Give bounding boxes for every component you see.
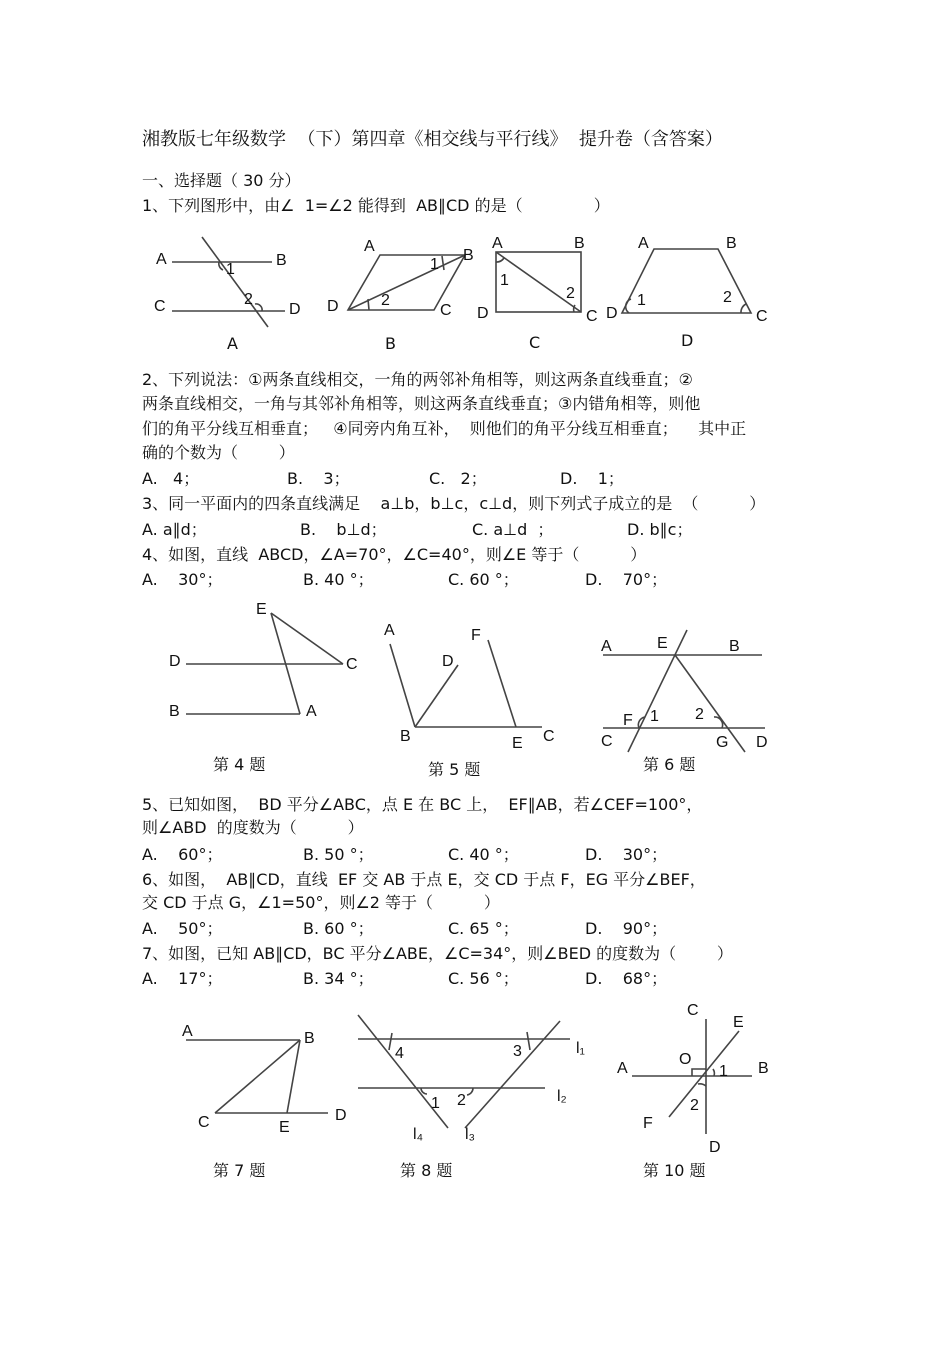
q10-caption: 第 10 题: [643, 1161, 706, 1180]
question-3-option-b: B. b⊥d；: [300, 520, 387, 539]
question-2-option-a: A. 4；: [142, 469, 200, 488]
q6-label-g: G: [716, 734, 729, 751]
q7-label-c: C: [198, 1114, 210, 1131]
q5-label-a: A: [384, 622, 395, 639]
question-2-line-4: 确的个数为（ ）: [142, 443, 295, 462]
question-4-option-c: C. 60 °；: [448, 570, 519, 589]
q1a-angle-2: 2: [244, 291, 253, 308]
q1b-label-d: D: [327, 298, 339, 315]
question-5-option-b: B. 50 °；: [303, 845, 374, 864]
q10-figure: [617, 1002, 769, 1180]
q4-label-d: D: [169, 653, 181, 670]
q10-label-o: O: [679, 1051, 692, 1068]
q1c-label-b: B: [574, 235, 585, 252]
question-7-option-a: A. 17°；: [142, 969, 223, 988]
question-5-option-c: C. 40 °；: [448, 845, 519, 864]
q8-angle-2: 2: [457, 1092, 466, 1109]
q1b-label-a: A: [364, 238, 375, 255]
q4-label-a: A: [306, 703, 317, 720]
q8-label-l2: l₂: [557, 1088, 567, 1105]
question-2-line-2: 两条直线相交，一角与其邻补角相等，则这两条直线垂直；③内错角相等，则他: [142, 394, 701, 413]
q8-label-l3: l₃: [465, 1126, 476, 1143]
q6-label-d: D: [756, 734, 768, 751]
question-6-line-2: 交 CD 于点 G，∠1=50°，则∠2 等于（ ）: [142, 893, 500, 912]
q4-label-b: B: [169, 703, 180, 720]
question-6-line-1: 6、如图， AB∥CD，直线 EF 交 AB 于点 E，交 CD 于点 F，EG 平分∠BEF，: [142, 870, 706, 889]
q1a-angle-1: 1: [226, 261, 235, 278]
question-4-option-d: D. 70°；: [585, 570, 668, 589]
question-2-option-b: B. 3；: [287, 469, 350, 488]
q1c-angle-1: 1: [500, 272, 509, 289]
q1d-label-a: A: [638, 235, 649, 252]
q10-label-c: C: [687, 1002, 699, 1019]
q1b-label-b: B: [463, 247, 474, 264]
q1c-label-c: C: [586, 308, 598, 325]
question-2-option-d: D. 1；: [560, 469, 624, 488]
q8-angle-1: 1: [431, 1095, 440, 1112]
q5-label-e: E: [512, 735, 523, 752]
question-5-line-1: 5、已知如图， BD 平分∠ABC，点 E 在 BC 上， EF∥AB，若∠CEF=100°，: [142, 795, 703, 814]
q1a-label-d: D: [289, 301, 301, 318]
q7-label-d: D: [335, 1107, 347, 1124]
q10-label-d: D: [709, 1139, 721, 1156]
q5-label-f: F: [471, 627, 481, 644]
question-7-option-d: D. 68°；: [585, 969, 668, 988]
question-5-line-2: 则∠ABD 的度数为（ ）: [142, 818, 364, 837]
q6-figure: [601, 630, 768, 774]
q1d-angle-1: 1: [637, 292, 646, 309]
q1a-label-c: C: [154, 298, 166, 315]
q8-label-l1: l₁: [576, 1040, 585, 1057]
q1d-label-d: D: [606, 305, 618, 322]
section-heading: 一、选择题（ 30 分）: [142, 171, 301, 190]
q4-caption: 第 4 题: [213, 755, 266, 774]
q1-figure-d: [606, 235, 768, 350]
question-7-option-c: C. 56 °；: [448, 969, 519, 988]
q6-angle-2: 2: [695, 706, 704, 723]
q1-figure-a: [154, 237, 301, 353]
question-6-option-b: B. 60 °；: [303, 919, 374, 938]
q1a-label-b: B: [276, 252, 287, 269]
q6-angle-1: 1: [650, 708, 659, 725]
question-5-option-a: A. 60°；: [142, 845, 223, 864]
question-5-option-d: D. 30°；: [585, 845, 668, 864]
q7-figure: [182, 1023, 347, 1180]
q4-figure: [169, 601, 358, 774]
q6-caption: 第 6 题: [643, 755, 696, 774]
question-3-option-d: D. b∥c；: [627, 520, 693, 539]
q7-label-b: B: [304, 1030, 315, 1047]
question-6-option-c: C. 65 °；: [448, 919, 519, 938]
q4-label-c: C: [346, 656, 358, 673]
question-2-line-3: 们的角平分线互相垂直； ④同旁内角互补， 则他们的角平分线互相垂直； 其中正: [142, 419, 747, 438]
q1b-caption: B: [385, 334, 396, 353]
question-1-stem: 1、下列图形中，由∠ 1=∠2 能得到 AB∥CD 的是（ ）: [142, 196, 610, 215]
q1d-label-b: B: [726, 235, 737, 252]
q6-label-b: B: [729, 638, 740, 655]
q5-label-b: B: [400, 728, 411, 745]
question-4-option-b: B. 40 °；: [303, 570, 374, 589]
question-6-option-d: D. 90°；: [585, 919, 668, 938]
q1-figure-c: [477, 235, 598, 352]
q1-figure-b: [327, 238, 474, 353]
question-3-option-c: C. a⊥d ；: [472, 520, 554, 539]
q6-label-f: F: [623, 712, 633, 729]
question-4-option-a: A. 30°；: [142, 570, 223, 589]
q1b-angle-1: 1: [430, 256, 439, 273]
q5-label-c: C: [543, 728, 555, 745]
q1c-angle-2: 2: [566, 285, 575, 302]
q10-angle-1: 1: [719, 1063, 728, 1080]
q10-angle-2: 2: [690, 1097, 699, 1114]
question-7-stem: 7、如图，已知 AB∥CD，BC 平分∠ABE，∠C=34°，则∠BED 的度数为（ ）: [142, 944, 733, 963]
question-7-option-b: B. 34 °；: [303, 969, 374, 988]
q6-label-a: A: [601, 638, 612, 655]
q1b-angle-2: 2: [381, 292, 390, 309]
q1a-caption: A: [227, 334, 238, 353]
q8-figure: [358, 1015, 585, 1180]
q1b-label-c: C: [440, 302, 452, 319]
question-2-line-1: 2、下列说法：①两条直线相交，一角的两邻补角相等，则这两条直线垂直；②: [142, 370, 693, 389]
q8-label-l4: l₄: [413, 1126, 424, 1143]
q10-label-e: E: [733, 1014, 744, 1031]
q6-label-e: E: [657, 635, 668, 652]
q7-label-a: A: [182, 1023, 193, 1040]
q1c-caption: C: [529, 333, 541, 352]
q6-label-c: C: [601, 733, 613, 750]
question-2-option-c: C. 2；: [429, 469, 487, 488]
question-6-option-a: A. 50°；: [142, 919, 223, 938]
q8-angle-3: 3: [513, 1043, 522, 1060]
question-3-stem: 3、同一平面内的四条直线满足 a⊥b，b⊥c，c⊥d，则下列式子成立的是 （ ）: [142, 494, 766, 513]
q1c-label-d: D: [477, 305, 489, 322]
q1c-label-a: A: [492, 235, 503, 252]
q1d-label-c: C: [756, 308, 768, 325]
q7-label-e: E: [279, 1119, 290, 1136]
q10-label-f: F: [643, 1115, 653, 1132]
page-title: 湘教版七年级数学 （下）第四章《相交线与平行线》 提升卷（含答案）: [142, 129, 723, 150]
q10-label-a: A: [617, 1060, 628, 1077]
q1d-caption: D: [681, 331, 694, 350]
q4-label-e: E: [256, 601, 267, 618]
question-4-stem: 4、如图，直线 ABCD，∠A=70°，∠C=40°，则∠E 等于（ ）: [142, 545, 647, 564]
q1d-angle-2: 2: [723, 289, 732, 306]
question-3-option-a: A. a∥d；: [142, 520, 207, 539]
q5-figure: [384, 622, 555, 779]
q8-angle-4: 4: [395, 1045, 404, 1062]
q1a-label-a: A: [156, 251, 167, 268]
q5-caption: 第 5 题: [428, 760, 481, 779]
q5-label-d: D: [442, 653, 454, 670]
q10-label-b: B: [758, 1060, 769, 1077]
q8-caption: 第 8 题: [400, 1161, 453, 1180]
q7-caption: 第 7 题: [213, 1161, 266, 1180]
